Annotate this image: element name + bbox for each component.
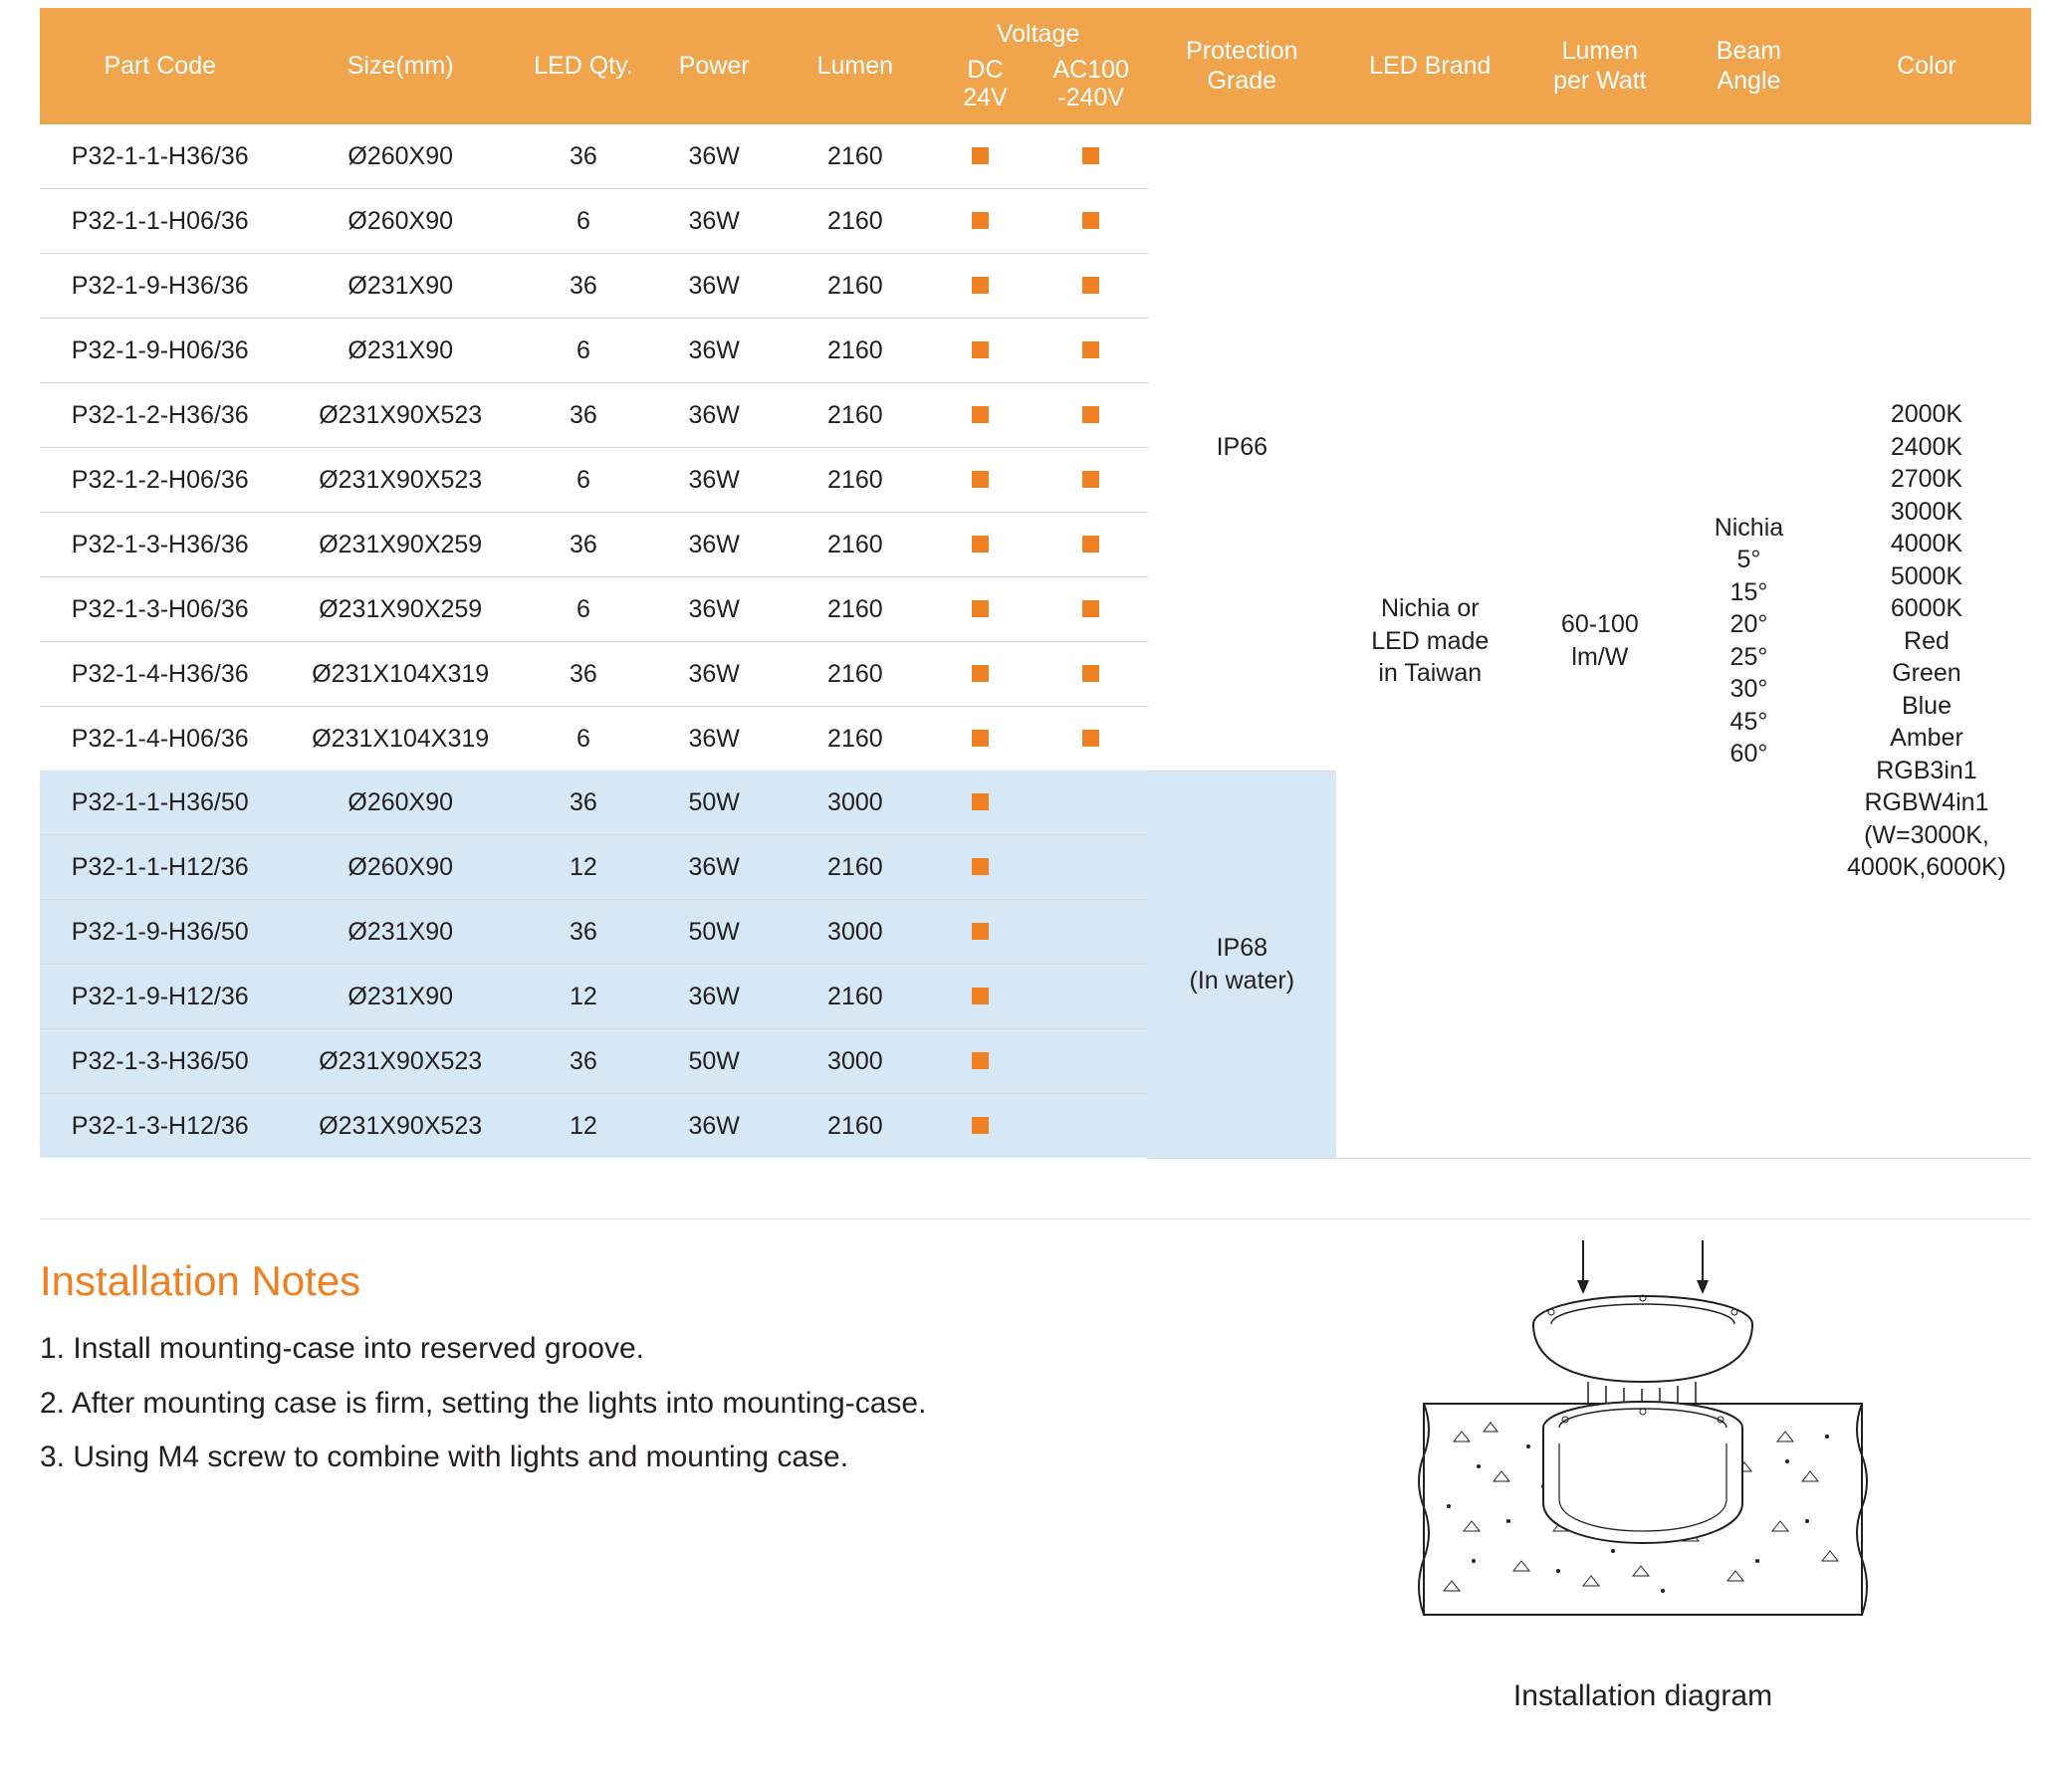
cell-voltage-ac — [1033, 383, 1147, 448]
spec-sheet-page — [0, 8, 2072, 1772]
header-part-code: Part Code — [40, 8, 280, 124]
cell-voltage-dc — [928, 1029, 1033, 1094]
cell-part-code: P32-1-3-H12/36 — [40, 1094, 280, 1159]
voltage-dot — [972, 988, 989, 1004]
cell-power: 50W — [646, 1029, 782, 1094]
cell-voltage-ac — [1033, 124, 1147, 189]
voltage-dot — [972, 277, 989, 294]
cell-voltage-dc — [928, 642, 1033, 707]
cell-power: 36W — [646, 965, 782, 1029]
header-power: Power — [646, 8, 782, 124]
cell-lumen: 2160 — [782, 383, 928, 448]
cell-voltage-dc — [928, 771, 1033, 835]
cell-led-qty: 36 — [521, 900, 646, 965]
voltage-dot — [1082, 471, 1099, 488]
cell-voltage-ac — [1033, 835, 1147, 900]
cell-part-code: P32-1-1-H12/36 — [40, 835, 280, 900]
cell-part-code: P32-1-4-H36/36 — [40, 642, 280, 707]
header-voltage-ac: AC100 -240V — [1052, 55, 1129, 112]
color-option: 4000K — [1890, 530, 1963, 557]
cell-led-qty: 36 — [521, 383, 646, 448]
cell-voltage-dc — [928, 965, 1033, 1029]
cell-voltage-dc — [928, 254, 1033, 319]
cell-led-qty: 6 — [521, 707, 646, 772]
cell-power: 36W — [646, 319, 782, 383]
beam-angle-line: 20° — [1729, 610, 1768, 639]
cell-voltage-dc — [928, 1094, 1033, 1159]
cell-voltage-dc — [928, 835, 1033, 900]
cell-led-qty: 12 — [521, 965, 646, 1029]
cell-voltage-ac — [1033, 900, 1147, 965]
cell-lumen: 2160 — [782, 577, 928, 642]
voltage-dot — [972, 793, 989, 810]
cell-voltage-ac — [1033, 771, 1147, 835]
cell-voltage-ac — [1033, 707, 1147, 772]
voltage-dot — [1082, 665, 1099, 682]
voltage-dot — [1082, 730, 1099, 747]
voltage-dot — [972, 858, 989, 875]
cell-power: 36W — [646, 513, 782, 577]
cell-power: 36W — [646, 642, 782, 707]
header-voltage-dc: DC 24V — [963, 55, 1008, 112]
cell-voltage-dc — [928, 513, 1033, 577]
color-option: Amber — [1890, 724, 1963, 752]
cell-voltage-dc — [928, 707, 1033, 772]
voltage-dot — [972, 341, 989, 358]
cell-size: Ø260X90 — [280, 835, 520, 900]
cell-led-qty: 36 — [521, 513, 646, 577]
header-lumen: Lumen — [782, 8, 928, 124]
cell-protection-grade-ip68: IP68 (In water) — [1148, 771, 1336, 1158]
cell-size: Ø260X90 — [280, 124, 520, 189]
cell-size: Ø260X90 — [280, 189, 520, 254]
cell-voltage-ac — [1033, 577, 1147, 642]
cell-voltage-ac — [1033, 513, 1147, 577]
cell-part-code: P32-1-3-H36/36 — [40, 513, 280, 577]
beam-angle-line: 25° — [1729, 642, 1768, 671]
installation-note-2: 2. After mounting case is firm, setting the lights into mounting-case. — [40, 1386, 927, 1420]
voltage-dot — [1082, 600, 1099, 617]
cell-size: Ø231X90X523 — [280, 448, 520, 513]
cell-power: 36W — [646, 189, 782, 254]
cell-beam-angle — [1676, 124, 1822, 1158]
cell-voltage-dc — [928, 448, 1033, 513]
cell-led-qty: 6 — [521, 189, 646, 254]
voltage-dot — [972, 730, 989, 747]
cell-voltage-dc — [928, 900, 1033, 965]
cell-lumen: 2160 — [782, 124, 928, 189]
cell-part-code: P32-1-3-H06/36 — [40, 577, 280, 642]
cell-lumen: 2160 — [782, 189, 928, 254]
header-lumen-per-watt: Lumen per Watt — [1524, 8, 1676, 124]
cell-led-qty: 6 — [521, 319, 646, 383]
voltage-dot — [1082, 406, 1099, 423]
cell-lumen: 2160 — [782, 707, 928, 772]
beam-angle-line: Nichia — [1714, 513, 1784, 542]
cell-lumen: 2160 — [782, 319, 928, 383]
cell-size: Ø231X90 — [280, 319, 520, 383]
cell-voltage-ac — [1033, 965, 1147, 1029]
cell-voltage-dc — [928, 189, 1033, 254]
color-option: RGBW4in1 — [1864, 788, 1989, 816]
cell-power: 50W — [646, 900, 782, 965]
cell-power: 36W — [646, 1094, 782, 1159]
header-voltage — [928, 8, 1147, 124]
cell-part-code: P32-1-1-H36/36 — [40, 124, 280, 189]
cell-led-qty: 6 — [521, 577, 646, 642]
cell-part-code: P32-1-9-H36/36 — [40, 254, 280, 319]
led-brand-line: LED made — [1371, 626, 1490, 655]
color-option: 3000K — [1890, 497, 1963, 526]
header-led-brand: LED Brand — [1336, 8, 1524, 124]
color-option: 2400K — [1890, 432, 1963, 461]
cell-power: 36W — [646, 835, 782, 900]
voltage-dot — [1082, 212, 1099, 229]
installation-diagram — [1334, 1232, 1952, 1713]
installation-note-3: 3. Using M4 screw to combine with lights and mounting case. — [40, 1440, 849, 1473]
voltage-dot — [972, 536, 989, 553]
cell-voltage-ac — [1033, 319, 1147, 383]
cell-color — [1822, 124, 2031, 1158]
cell-voltage-dc — [928, 577, 1033, 642]
cell-voltage-ac — [1033, 642, 1147, 707]
installation-note-1: 1. Install mounting-case into reserved groove. — [40, 1332, 644, 1365]
cell-lumen: 2160 — [782, 965, 928, 1029]
cell-led-qty: 36 — [521, 1029, 646, 1094]
cell-part-code: P32-1-1-H36/50 — [40, 771, 280, 835]
cell-size: Ø231X90X259 — [280, 577, 520, 642]
section-divider — [40, 1218, 2031, 1219]
cell-voltage-ac — [1033, 254, 1147, 319]
voltage-dot — [1082, 277, 1099, 294]
color-option: Red — [1904, 626, 1950, 655]
voltage-dot — [972, 665, 989, 682]
table-header — [40, 8, 2031, 124]
cell-power: 36W — [646, 577, 782, 642]
cell-size: Ø231X90X259 — [280, 513, 520, 577]
voltage-dot — [972, 1117, 989, 1134]
voltage-dot — [972, 1052, 989, 1069]
installation-diagram-drawing — [1384, 1232, 1902, 1661]
cell-lumen-per-watt: 60-100 lm/W — [1524, 124, 1676, 1158]
beam-angle-line: 5° — [1736, 546, 1761, 574]
color-option: (W=3000K, — [1864, 820, 1989, 849]
beam-angle-line: 15° — [1729, 577, 1768, 606]
installation-notes-section — [40, 1257, 1284, 1492]
led-brand-line: Nichia or — [1380, 594, 1480, 622]
beam-angle-line: 60° — [1729, 740, 1768, 769]
led-brand-line: in Taiwan — [1378, 659, 1483, 687]
header-color: Color — [1822, 8, 2031, 124]
cell-power: 36W — [646, 383, 782, 448]
specification-table — [40, 8, 2031, 1159]
table-row — [40, 124, 2031, 189]
voltage-dot — [1082, 536, 1099, 553]
cell-lumen: 2160 — [782, 513, 928, 577]
cell-size: Ø231X90 — [280, 900, 520, 965]
cell-part-code: P32-1-2-H06/36 — [40, 448, 280, 513]
color-option: 6000K — [1890, 594, 1963, 622]
cell-lumen: 3000 — [782, 1029, 928, 1094]
voltage-dot — [972, 923, 989, 940]
cell-size: Ø231X90X523 — [280, 1029, 520, 1094]
cell-voltage-ac — [1033, 1094, 1147, 1159]
color-option: 2700K — [1890, 465, 1963, 493]
color-option: 4000K,6000K) — [1847, 853, 2006, 881]
header-led-qty: LED Qty. — [521, 8, 646, 124]
cell-voltage-dc — [928, 124, 1033, 189]
header-voltage-label: Voltage — [996, 20, 1080, 48]
cell-voltage-ac — [1033, 189, 1147, 254]
cell-part-code: P32-1-3-H36/50 — [40, 1029, 280, 1094]
cell-size: Ø231X90X523 — [280, 1094, 520, 1159]
cell-size: Ø231X90 — [280, 254, 520, 319]
header-protection-grade: Protection Grade — [1148, 8, 1336, 124]
voltage-dot — [972, 212, 989, 229]
cell-power: 36W — [646, 707, 782, 772]
cell-protection-grade-ip66: IP66 — [1148, 124, 1336, 771]
cell-lumen: 3000 — [782, 900, 928, 965]
cell-lumen: 2160 — [782, 1094, 928, 1159]
cell-power: 36W — [646, 254, 782, 319]
cell-part-code: P32-1-9-H06/36 — [40, 319, 280, 383]
cell-part-code: P32-1-2-H36/36 — [40, 383, 280, 448]
beam-angle-line: 45° — [1729, 707, 1768, 736]
cell-size: Ø260X90 — [280, 771, 520, 835]
cell-lumen: 2160 — [782, 254, 928, 319]
cell-power: 50W — [646, 771, 782, 835]
cell-size: Ø231X90 — [280, 965, 520, 1029]
cell-size: Ø231X90X523 — [280, 383, 520, 448]
cell-lumen: 2160 — [782, 642, 928, 707]
color-option: 5000K — [1890, 561, 1963, 590]
cell-led-qty: 12 — [521, 1094, 646, 1159]
cell-led-qty: 36 — [521, 642, 646, 707]
beam-angle-line: 30° — [1729, 675, 1768, 704]
cell-part-code: P32-1-4-H06/36 — [40, 707, 280, 772]
cell-led-qty: 12 — [521, 835, 646, 900]
voltage-dot — [972, 406, 989, 423]
cell-led-qty: 36 — [521, 771, 646, 835]
cell-voltage-dc — [928, 383, 1033, 448]
cell-led-qty: 6 — [521, 448, 646, 513]
cell-size: Ø231X104X319 — [280, 707, 520, 772]
cell-lumen: 2160 — [782, 835, 928, 900]
cell-voltage-ac — [1033, 1029, 1147, 1094]
color-option: Green — [1892, 659, 1961, 687]
voltage-dot — [1082, 341, 1099, 358]
cell-voltage-ac — [1033, 448, 1147, 513]
installation-notes-title: Installation Notes — [40, 1257, 361, 1304]
color-option: 2000K — [1890, 400, 1963, 428]
voltage-dot — [972, 147, 989, 164]
voltage-dot — [972, 600, 989, 617]
cell-led-qty: 36 — [521, 124, 646, 189]
cell-part-code: P32-1-1-H06/36 — [40, 189, 280, 254]
cell-part-code: P32-1-9-H12/36 — [40, 965, 280, 1029]
cell-size: Ø231X104X319 — [280, 642, 520, 707]
cell-led-qty: 36 — [521, 254, 646, 319]
header-size: Size(mm) — [280, 8, 520, 124]
header-beam-angle: Beam Angle — [1676, 8, 1822, 124]
cell-lumen: 2160 — [782, 448, 928, 513]
voltage-dot — [1082, 147, 1099, 164]
color-option: Blue — [1901, 691, 1952, 720]
cell-power: 36W — [646, 124, 782, 189]
installation-diagram-caption: Installation diagram — [1512, 1679, 1773, 1712]
cell-power: 36W — [646, 448, 782, 513]
voltage-dot — [972, 471, 989, 488]
table-body — [40, 124, 2031, 1158]
cell-led-brand — [1336, 124, 1524, 1158]
cell-part-code: P32-1-9-H36/50 — [40, 900, 280, 965]
cell-lumen: 3000 — [782, 771, 928, 835]
cell-voltage-dc — [928, 319, 1033, 383]
color-option: RGB3in1 — [1876, 756, 1977, 784]
